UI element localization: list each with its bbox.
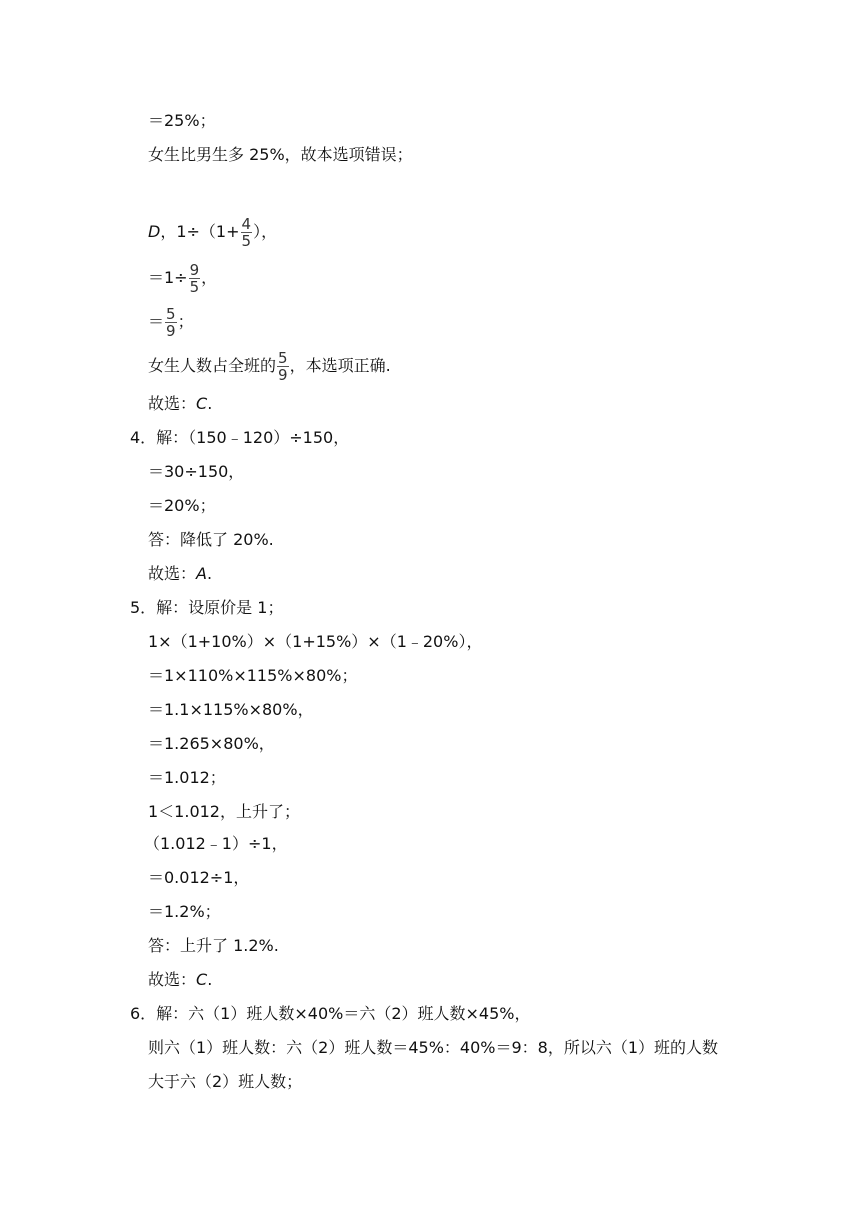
fraction-numerator: 5 [278,349,288,367]
expr-pre: ＝ [148,312,165,331]
fraction-5-9 [277,350,289,383]
q4-line-4: 答：降低了 20%. [148,530,274,549]
answer-suffix: . [207,970,213,989]
text-post: ，本选项正确. [289,356,391,375]
q4-line-3: ＝20%； [148,496,216,515]
answer-choice: A [196,564,207,583]
q5-line-4: ＝1.1×115%×80%， [148,700,314,719]
q4-heading: 4．解：（150﹣120）÷150， [130,428,350,447]
answer-prefix: 故选： [148,970,197,989]
q5-line-11: 答：上升了 1.2%. [148,936,279,955]
fraction-4-5 [241,216,253,249]
fraction-denominator: 5 [241,232,252,250]
fraction-denominator: 5 [189,278,200,296]
fraction-numerator: 9 [189,261,200,279]
fraction-numerator: 4 [241,215,252,233]
fraction-denominator: 9 [278,366,288,384]
answer-prefix: 故选： [148,564,197,583]
q5-answer [148,969,212,991]
q6-line-2: 则六（1）班人数：六（2）班人数＝45%：40%＝9：8，所以六（1）班的人数 [148,1038,719,1057]
q5-line-6: ＝1.012； [148,768,226,787]
q4-answer [148,563,212,585]
answer-prefix: 故选： [148,394,197,413]
expr-post: ， [201,268,218,287]
line-div-9-5 [148,262,217,295]
option-d-label: D [148,222,161,241]
q5-line-2: 1×（1+10%）×（1+15%）×（1﹣20%）， [148,632,483,651]
answer-choice: C [196,394,208,413]
line-eq-25: ＝25%； [148,111,216,130]
line-girls-more: 女生比男生多 25%，故本选项错误； [148,145,413,164]
fraction-9-5 [189,262,201,295]
q5-heading: 5．解：设原价是 1； [130,598,284,617]
fraction-numerator: 5 [166,305,176,323]
line-option-d [148,216,277,249]
q6-line-3: 大于六（2）班人数； [148,1072,303,1091]
expr-pre: ＝1÷ [148,268,188,287]
expr-post: ； [177,312,194,331]
q4-line-2: ＝30÷150， [148,462,245,481]
option-d-expr-post: ）， [253,222,278,241]
line-eq-5-9 [148,306,194,339]
line-girls-fraction [148,350,391,383]
answer-suffix: . [207,394,213,413]
answer-suffix: . [206,564,213,583]
q6-heading: 6．解：六（1）班人数×40%＝六（2）班人数×45%， [130,1004,531,1023]
q5-line-5: ＝1.265×80%， [148,734,275,753]
text-pre: 女生人数占全班的 [148,356,277,375]
q5-line-3: ＝1×110%×115%×80%； [148,666,358,685]
q5-line-10: ＝1.2%； [148,902,221,921]
fraction-denominator: 9 [166,322,176,340]
line-answer-q3 [148,393,212,415]
q5-line-8: （1.012﹣1）÷1， [144,834,288,853]
q5-line-9: ＝0.012÷1， [148,868,250,887]
answer-choice: C [196,970,208,989]
q5-line-7: 1＜1.012，上升了； [148,802,300,821]
option-d-expr-pre: ，1÷（1+ [160,222,240,241]
fraction-5-9 [165,306,177,339]
